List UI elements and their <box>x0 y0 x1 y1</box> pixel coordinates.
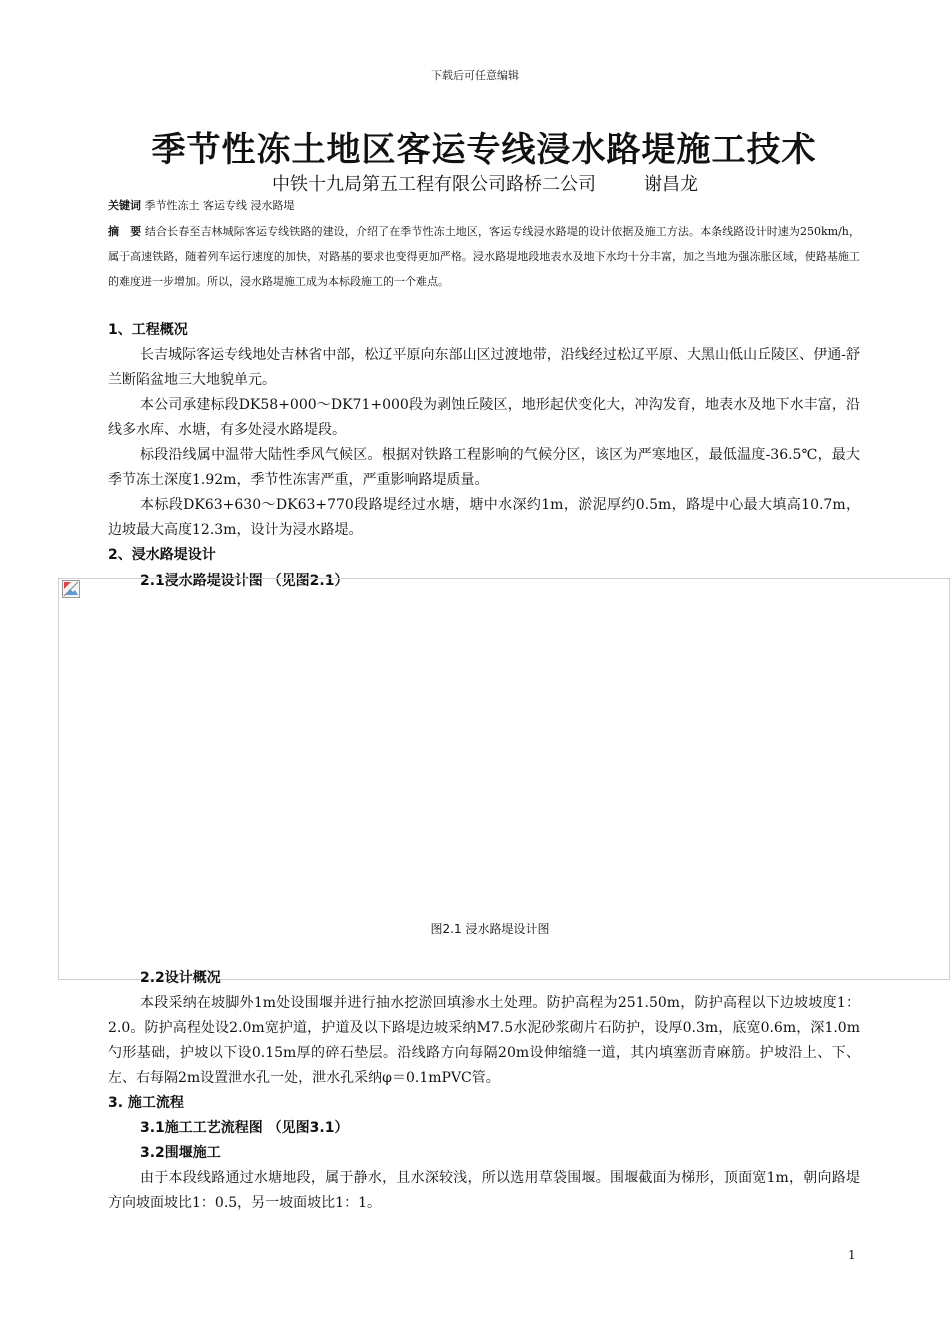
keywords-text: 季节性冻土 客运专线 浸水路堤 <box>144 199 295 212</box>
section-2-2-paragraph: 本段采纳在坡脚外1m处设围堰并进行抽水挖淤回填渗水土处理。防护高程为251.50m，防护高程以下边坡坡度1：2.0。防护高程处设2.0m宽护道，护道及以下路堤边坡采纳M7.5水泥砂浆砌片石防护，设厚0.3m，底宽0.6m，深1.0m勺形基础，护坡以下设0.15m厚的碎石垫层。沿线路方向每隔20m设伸缩缝一道，其内填塞沥青麻筋。护坡沿上、下、左、右每隔2m设置泄水孔一处，泄水孔采纳φ＝0.1mPVC管。 <box>108 995 860 1086</box>
subsection-3-1-heading: 3.1施工工艺流程图 （见图3.1） <box>140 1120 349 1136</box>
byline-author: 谢昌龙 <box>644 174 698 195</box>
abstract-label: 摘 要 <box>108 225 142 238</box>
section-1-paragraph: 长吉城际客运专线地处吉林省中部，松辽平原向东部山区过渡地带，沿线经过松辽平原、大黑山低山丘陵区、伊通-舒兰断陷盆地三大地貌单元。 <box>108 347 860 388</box>
section-1 <box>108 318 860 568</box>
figure-2-1-caption: 图2.1 浸水路堤设计图 <box>430 922 550 936</box>
subsection-2-2-heading: 2.2设计概况 <box>140 970 221 986</box>
page-number: 1 <box>848 1248 856 1262</box>
section-1-paragraph: 标段沿线属中温带大陆性季风气候区。根据对铁路工程影响的气候分区，该区为严寒地区，最低温度-36.5℃，最大季节冻土深度1.92m，季节性冻害严重，严重影响路堤质量。 <box>108 447 860 488</box>
byline-org: 中铁十九局第五工程有限公司路桥二公司 <box>272 174 596 195</box>
section-2-heading: 2、浸水路堤设计 <box>108 547 216 563</box>
section-1-paragraph: 本标段DK63+630～DK63+770段路堤经过水塘，塘中水深约1m，淤泥厚约0.5m，路堤中心最大填高10.7m，边坡最大高度12.3m，设计为浸水路堤。 <box>108 497 860 538</box>
section-3-2-paragraph: 由于本段线路通过水塘地段，属于静水，且水深较浅，所以选用草袋围堰。围堰截面为梯形，顶面宽1m，朝向路堤方向坡面坡比1：0.5，另一坡面坡比1：1。 <box>108 1170 860 1211</box>
header-note: 下载后可任意编辑 <box>431 69 519 82</box>
broken-image-icon <box>62 580 80 598</box>
section-3-heading: 3. 施工流程 <box>108 1095 184 1111</box>
abstract <box>108 219 860 294</box>
keywords-line <box>108 198 860 214</box>
section-2-continued <box>108 966 860 1216</box>
document-title: 季节性冻土地区客运专线浸水路堤施工技术 <box>151 130 817 170</box>
byline <box>0 170 950 196</box>
subsection-3-2-heading: 3.2围堰施工 <box>140 1145 221 1161</box>
section-1-paragraph: 本公司承建标段DK58+000～DK71+000段为剥蚀丘陵区，地形起伏变化大，冲沟发育，地表水及地下水丰富，沿线多水库、水塘，有多处浸水路堤段。 <box>108 397 860 438</box>
abstract-text: 结合长春至吉林城际客运专线铁路的建设，介绍了在季节性冻土地区，客运专线浸水路堤的设计依据及施工方法。本条线路设计时速为250km/h，属于高速铁路，随着列车运行速度的加快，对路基的要求也变得更加严格。浸水路堤地段地表水及地下水均十分丰富，加之当地为强冻胀区域，使路基施工的难度进一步增加。所以，浸水路堤施工成为本标段施工的一个难点。 <box>108 225 860 288</box>
keywords-label: 关键词 <box>108 199 141 212</box>
section-1-heading: 1、工程概况 <box>108 322 188 338</box>
subsection-2-1-heading: 2.1浸水路堤设计图 （见图2.1） <box>140 573 349 589</box>
